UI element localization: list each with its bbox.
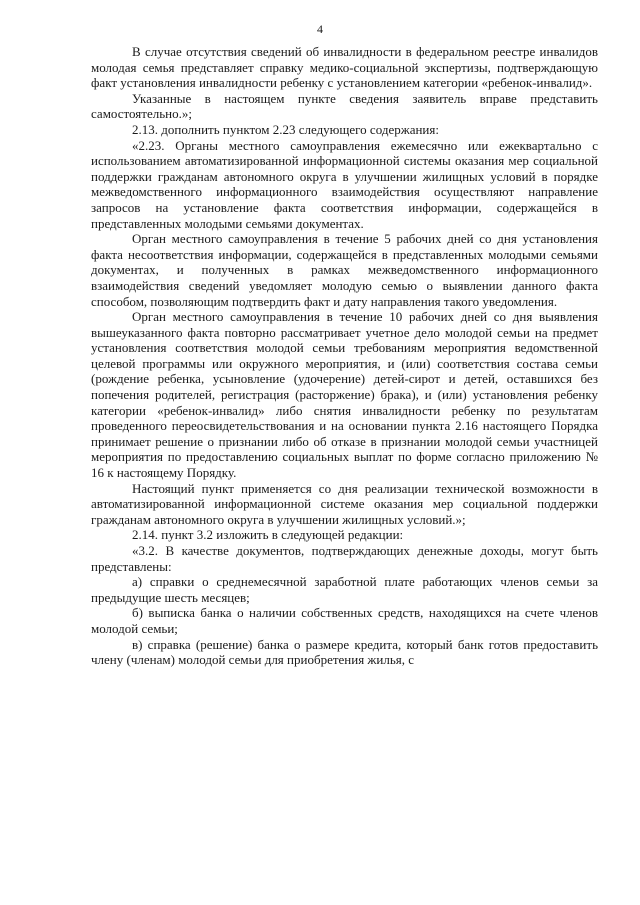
- document-body: [91, 44, 598, 668]
- paragraph: а) справки о среднемесячной заработной плате работающих членов семьи за предыдущие шесть месяцев;: [91, 574, 598, 605]
- paragraph: Орган местного самоуправления в течение 10 рабочих дней со дня выявления вышеуказанного факта повторно рассматривает учетное дело молодой семьи на предмет установления соответствия молодой семьи требованиям мероприятия ведомственной целевой программы или окружного мероприятия, и (или) соответствия состава семьи (рождение ребенка, усыновление (удочерение) детей-сирот и детей, оставшихся без попечения родителей, регистрация (расторжение) брака), и (или) установления ребенку категории «ребенок-инвалид» либо снятия инвалидности ребенку по результатам проведенного переосвидетельствования и на основании пункта 2.16 настоящего Порядка принимает решение о признании либо об отказе в признании молодой семьи участницей мероприятия по предоставлению социальных выплат по форме согласно приложению № 16 к настоящему Порядку.: [91, 309, 598, 481]
- paragraph: «3.2. В качестве документов, подтверждающих денежные доходы, могут быть представлены:: [91, 543, 598, 574]
- paragraph: в) справка (решение) банка о размере кредита, который банк готов предоставить члену (членам) молодой семьи для приобретения жилья, с: [91, 636, 598, 668]
- paragraph: б) выписка банка о наличии собственных средств, находящихся на счете членов молодой семьи;: [91, 605, 598, 636]
- paragraph: В случае отсутствия сведений об инвалидности в федеральном реестре инвалидов молодая семья представляет справку медико-социальной экспертизы, подтверждающую факт установления инвалидности ребенку с установлением категории «ребенок-инвалид».: [91, 44, 598, 91]
- paragraph: Орган местного самоуправления в течение 5 рабочих дней со дня установления факта несоответствия информации, содержащейся в представленных молодыми семьями документах, и полученных в рамках межведомственного информационного взаимодействия сведений уведомляет молодую семью о выявлении данного факта способом, позволяющим подтвердить факт и дату направления такого уведомления.: [91, 231, 598, 309]
- paragraph: Указанные в настоящем пункте сведения заявитель вправе представить самостоятельно.»;: [91, 90, 598, 122]
- paragraph: Настоящий пункт применяется со дня реализации технической возможности в автоматизированной информационной системе оказания мер социальной поддержки гражданам автономного округа в улучшении жилищных условий.»;: [91, 480, 598, 527]
- paragraph: 2.14. пункт 3.2 изложить в следующей редакции:: [132, 527, 404, 543]
- paragraph: 2.13. дополнить пунктом 2.23 следующего содержания:: [132, 121, 439, 137]
- paragraph: «2.23. Органы местного самоуправления ежемесячно или ежеквартально с использованием автоматизированной информационной системы оказания мер социальной поддержки гражданам автономного округа в улучшении жилищных условий в порядке межведомственного информационного взаимодействия осуществляют направление запросов на установление факта соответствия информации, содержащейся в представленных молодыми семьями документах.: [91, 137, 598, 231]
- page-number: 4: [317, 22, 323, 36]
